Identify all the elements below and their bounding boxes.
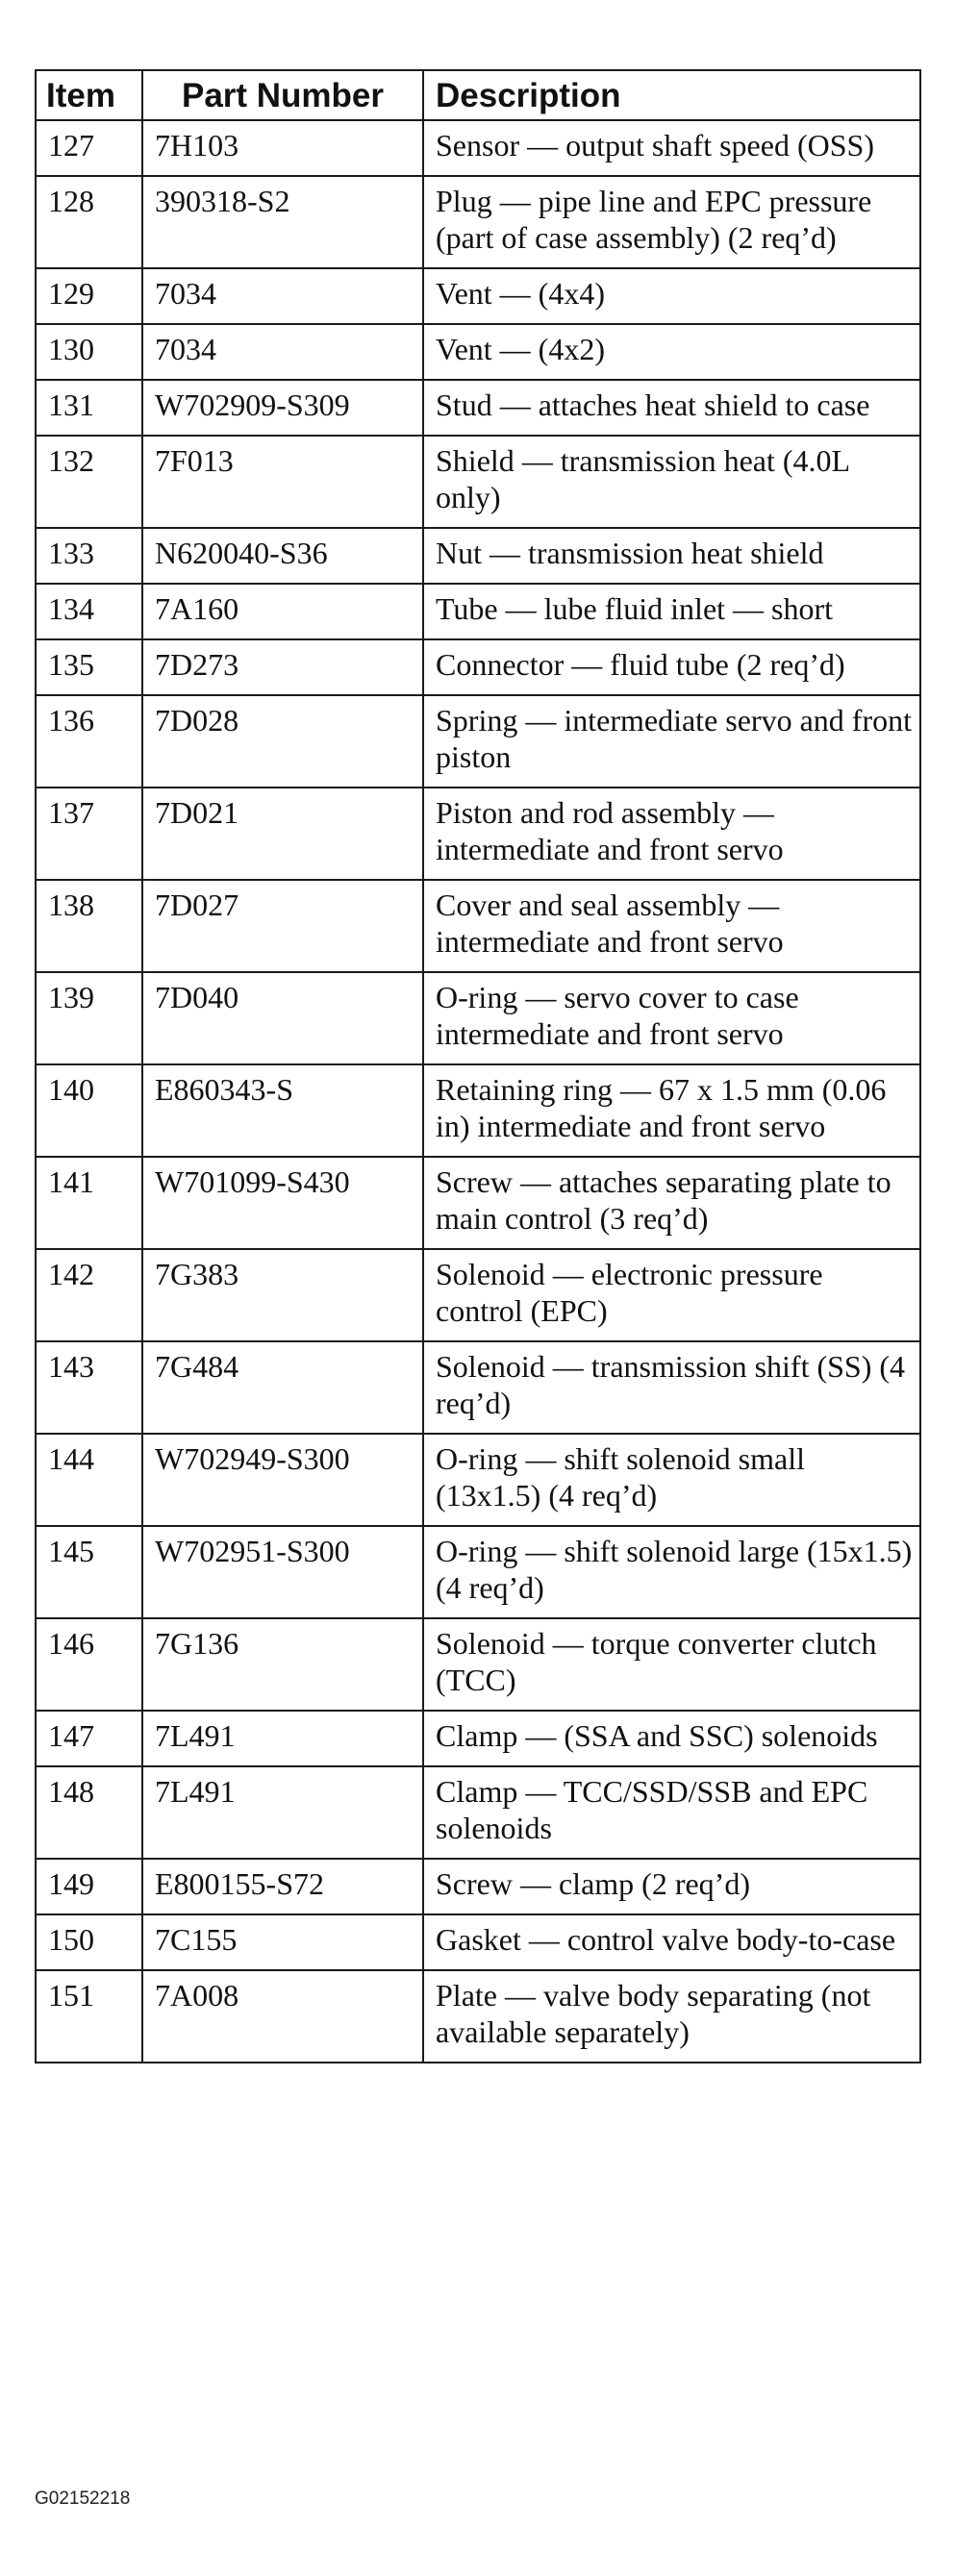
cell-part-number: 7L491 <box>142 1766 423 1859</box>
table-row <box>36 324 920 380</box>
cell-item: 147 <box>36 1711 142 1766</box>
cell-description: Plug — pipe line and EPC pressure (part of case assembly) (2 req’d) <box>423 176 920 268</box>
cell-part-number: 7G484 <box>142 1341 423 1434</box>
cell-item: 146 <box>36 1618 142 1711</box>
cell-part-number: 7D273 <box>142 639 423 695</box>
cell-description: Stud — attaches heat shield to case <box>423 380 920 436</box>
cell-description: Gasket — control valve body-to-case <box>423 1914 920 1970</box>
header-description: Description <box>423 70 920 120</box>
table-row <box>36 1064 920 1157</box>
cell-part-number: E860343-S <box>142 1064 423 1157</box>
cell-description: Plate — valve body separating (not available separately) <box>423 1970 920 2063</box>
parts-table-container <box>35 69 921 2063</box>
cell-item: 129 <box>36 268 142 324</box>
cell-part-number: 7G136 <box>142 1618 423 1711</box>
cell-item: 149 <box>36 1859 142 1914</box>
cell-item: 130 <box>36 324 142 380</box>
cell-item: 127 <box>36 120 142 176</box>
cell-part-number: 7A160 <box>142 584 423 639</box>
cell-item: 128 <box>36 176 142 268</box>
table-row <box>36 1526 920 1618</box>
cell-part-number: 7034 <box>142 324 423 380</box>
table-row <box>36 972 920 1064</box>
header-row <box>36 70 920 120</box>
cell-part-number: N620040-S36 <box>142 528 423 584</box>
cell-item: 136 <box>36 695 142 788</box>
table-row <box>36 1157 920 1249</box>
cell-part-number: 7D040 <box>142 972 423 1064</box>
cell-description: O-ring — servo cover to case intermediate and front servo <box>423 972 920 1064</box>
cell-item: 140 <box>36 1064 142 1157</box>
cell-description: O-ring — shift solenoid small (13x1.5) (4 req’d) <box>423 1434 920 1526</box>
table-row <box>36 788 920 880</box>
cell-part-number: W702909-S309 <box>142 380 423 436</box>
cell-part-number: W701099-S430 <box>142 1157 423 1249</box>
cell-description: O-ring — shift solenoid large (15x1.5) (4 req’d) <box>423 1526 920 1618</box>
cell-item: 135 <box>36 639 142 695</box>
cell-part-number: 7D021 <box>142 788 423 880</box>
parts-table-header <box>36 70 920 120</box>
cell-part-number: 7G383 <box>142 1249 423 1341</box>
cell-part-number: 7F013 <box>142 436 423 528</box>
cell-item: 137 <box>36 788 142 880</box>
cell-part-number: 390318-S2 <box>142 176 423 268</box>
cell-description: Piston and rod assembly — intermediate and front servo <box>423 788 920 880</box>
cell-item: 138 <box>36 880 142 972</box>
table-row <box>36 176 920 268</box>
cell-description: Solenoid — torque converter clutch (TCC) <box>423 1618 920 1711</box>
cell-description: Nut — transmission heat shield <box>423 528 920 584</box>
table-row <box>36 1711 920 1766</box>
cell-part-number: W702951-S300 <box>142 1526 423 1618</box>
cell-item: 131 <box>36 380 142 436</box>
table-row <box>36 695 920 788</box>
cell-description: Vent — (4x2) <box>423 324 920 380</box>
table-row <box>36 1766 920 1859</box>
cell-part-number: W702949-S300 <box>142 1434 423 1526</box>
cell-item: 133 <box>36 528 142 584</box>
cell-description: Tube — lube fluid inlet — short <box>423 584 920 639</box>
figure-id: G02152218 <box>35 2488 131 2509</box>
table-row <box>36 1249 920 1341</box>
header-item: Item <box>36 70 142 120</box>
cell-part-number: 7A008 <box>142 1970 423 2063</box>
table-row <box>36 639 920 695</box>
cell-description: Screw — attaches separating plate to main control (3 req’d) <box>423 1157 920 1249</box>
table-row <box>36 584 920 639</box>
table-row <box>36 120 920 176</box>
table-row <box>36 528 920 584</box>
table-row <box>36 1859 920 1914</box>
table-row <box>36 436 920 528</box>
cell-part-number: 7L491 <box>142 1711 423 1766</box>
cell-description: Spring — intermediate servo and front piston <box>423 695 920 788</box>
parts-table <box>35 69 921 2063</box>
cell-part-number: 7D028 <box>142 695 423 788</box>
cell-item: 150 <box>36 1914 142 1970</box>
header-part-number: Part Number <box>142 70 423 120</box>
cell-part-number: 7C155 <box>142 1914 423 1970</box>
cell-item: 141 <box>36 1157 142 1249</box>
table-row <box>36 380 920 436</box>
cell-description: Solenoid — electronic pressure control (EPC) <box>423 1249 920 1341</box>
cell-item: 134 <box>36 584 142 639</box>
table-row <box>36 880 920 972</box>
cell-description: Clamp — TCC/SSD/SSB and EPC solenoids <box>423 1766 920 1859</box>
cell-description: Retaining ring — 67 x 1.5 mm (0.06 in) intermediate and front servo <box>423 1064 920 1157</box>
cell-description: Vent — (4x4) <box>423 268 920 324</box>
table-row <box>36 268 920 324</box>
cell-item: 148 <box>36 1766 142 1859</box>
cell-item: 144 <box>36 1434 142 1526</box>
cell-description: Sensor — output shaft speed (OSS) <box>423 120 920 176</box>
cell-item: 139 <box>36 972 142 1064</box>
cell-item: 145 <box>36 1526 142 1618</box>
cell-part-number: 7D027 <box>142 880 423 972</box>
table-row <box>36 1434 920 1526</box>
cell-item: 142 <box>36 1249 142 1341</box>
table-row <box>36 1618 920 1711</box>
table-row <box>36 1341 920 1434</box>
cell-part-number: E800155-S72 <box>142 1859 423 1914</box>
cell-description: Shield — transmission heat (4.0L only) <box>423 436 920 528</box>
cell-part-number: 7034 <box>142 268 423 324</box>
table-row <box>36 1970 920 2063</box>
cell-part-number: 7H103 <box>142 120 423 176</box>
cell-description: Cover and seal assembly — intermediate and front servo <box>423 880 920 972</box>
cell-description: Clamp — (SSA and SSC) solenoids <box>423 1711 920 1766</box>
cell-description: Connector — fluid tube (2 req’d) <box>423 639 920 695</box>
cell-description: Solenoid — transmission shift (SS) (4 req’d) <box>423 1341 920 1434</box>
table-row <box>36 1914 920 1970</box>
cell-item: 143 <box>36 1341 142 1434</box>
parts-table-body <box>36 120 920 2063</box>
cell-item: 132 <box>36 436 142 528</box>
cell-item: 151 <box>36 1970 142 2063</box>
cell-description: Screw — clamp (2 req’d) <box>423 1859 920 1914</box>
